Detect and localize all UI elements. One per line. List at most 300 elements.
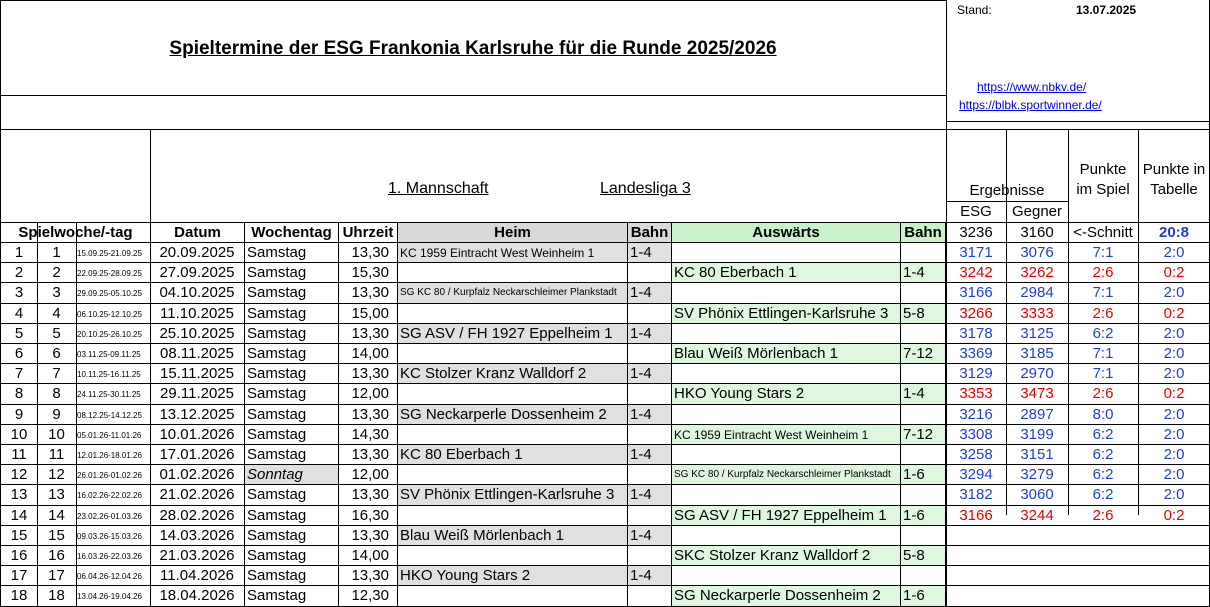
start-time: 13,30	[351, 486, 389, 503]
match-points	[1068, 586, 1138, 606]
col-bahn-auswaerts: Bahn	[901, 223, 945, 242]
start-time: 16,30	[351, 507, 389, 524]
opponent-score: 3244	[1020, 507, 1054, 524]
col-datum: Datum	[174, 224, 221, 241]
away-team: KC 1959 Eintracht West Weinheim 1	[672, 425, 900, 445]
table-points	[1138, 526, 1210, 546]
grid-line	[76, 222, 77, 607]
grid-line	[0, 262, 1210, 263]
opponent-score: 3333	[1020, 305, 1054, 322]
home-lane	[628, 384, 671, 404]
away-team	[672, 243, 900, 263]
start-time: 15,30	[351, 264, 389, 281]
weekday: Samstag	[247, 527, 307, 544]
table-points: 0:2	[1163, 385, 1185, 402]
opponent-score: 3076	[1020, 244, 1054, 261]
match-date: 04.10.2025	[159, 284, 235, 301]
weekday: Samstag	[247, 426, 307, 443]
match-points: 2:6	[1092, 507, 1114, 524]
home-lane	[628, 506, 671, 526]
match-date: 25.10.2025	[159, 325, 235, 342]
away-team: KC 80 Eberbach 1	[672, 263, 900, 283]
opponent-score: 3185	[1020, 345, 1054, 362]
weekday: Samstag	[247, 325, 307, 342]
date-range: 06.10.25-12.10.25	[77, 310, 142, 319]
table-points: 2:0	[1163, 406, 1185, 423]
home-lane: 1-4	[628, 405, 671, 425]
esg-score	[946, 586, 1006, 606]
home-team	[398, 465, 627, 485]
esg-score: 3216	[959, 406, 993, 423]
match-points	[1068, 526, 1138, 546]
match-points: 6:2	[1092, 486, 1114, 503]
grid-line	[900, 222, 901, 607]
grid-line	[1006, 130, 1007, 515]
match-date: 20.09.2025	[159, 244, 235, 261]
weekday: Samstag	[247, 507, 307, 524]
weekday: Samstag	[247, 486, 307, 503]
grid-line	[244, 222, 245, 607]
spielwoche-number: 15	[10, 527, 28, 544]
table-points: 0:2	[1163, 264, 1185, 281]
spielwoche-number: 17	[10, 567, 28, 584]
match-date: 28.02.2026	[159, 507, 235, 524]
esg-score: 3353	[959, 385, 993, 402]
col-heim: Heim	[398, 223, 627, 242]
match-date: 21.02.2026	[159, 486, 235, 503]
home-lane	[628, 465, 671, 485]
col-auswaerts: Auswärts	[672, 223, 900, 242]
opponent-score: 3199	[1020, 426, 1054, 443]
esg-score: 3129	[959, 365, 993, 382]
away-team: SG KC 80 / Kurpfalz Neckarschleimer Plankstadt	[672, 465, 900, 485]
away-team	[672, 364, 900, 384]
match-date: 15.11.2025	[160, 365, 234, 382]
away-team: SKC Stolzer Kranz Walldorf 2	[672, 546, 900, 566]
tabelle-total: 20:8	[1158, 224, 1190, 241]
punkte-tabelle-label-2: Tabelle	[1150, 181, 1198, 198]
date-range: 06.04.26-12.04.26	[77, 572, 142, 581]
match-date: 29.11.2025	[160, 385, 234, 402]
spieltag-number: 2	[52, 264, 61, 281]
spieltag-number: 15	[48, 527, 65, 544]
grid-line	[946, 201, 1068, 202]
esg-score: 3266	[959, 305, 993, 322]
home-team: Blau Weiß Mörlenbach 1	[398, 526, 627, 546]
spielwoche-number: 7	[14, 365, 24, 382]
spielwoche-number: 1	[14, 244, 24, 261]
away-lane	[901, 324, 945, 344]
match-points	[1068, 546, 1138, 566]
match-date: 01.02.2026	[159, 466, 235, 483]
table-points: 2:0	[1163, 486, 1185, 503]
esg-score: 3258	[959, 446, 993, 463]
home-lane	[628, 304, 671, 324]
date-range: 26.01.26-01.02.26	[77, 471, 142, 480]
match-points: 7:1	[1092, 345, 1114, 362]
match-points: 2:6	[1092, 264, 1114, 281]
grid-line	[0, 484, 1210, 485]
match-points: 6:2	[1092, 325, 1114, 342]
spieltag-number: 16	[48, 547, 65, 564]
table-points	[1138, 566, 1210, 586]
home-lane: 1-4	[628, 364, 671, 384]
away-lane	[901, 566, 945, 586]
table-points	[1138, 586, 1210, 606]
table-points: 2:0	[1163, 426, 1185, 443]
table-points: 2:0	[1163, 244, 1185, 261]
punkte-tabelle-label-1: Punkte in	[1142, 161, 1206, 178]
spielwoche-number: 11	[11, 446, 27, 463]
esg-score	[946, 566, 1006, 586]
home-team: SG KC 80 / Kurpfalz Neckarschleimer Plankstadt	[398, 283, 627, 303]
table-points: 0:2	[1163, 305, 1185, 322]
weekday: Samstag	[247, 264, 307, 281]
spieltag-number: 5	[52, 325, 61, 342]
grid-line	[0, 363, 1210, 364]
esg-score: 3182	[959, 486, 993, 503]
league-name: Landesliga 3	[600, 180, 691, 197]
date-range: 15.09.25-21.09.25	[77, 249, 142, 258]
date-range: 05.01.26-11.01.26	[77, 431, 142, 440]
home-lane	[628, 586, 671, 606]
date-range: 08.12.25-14.12.25	[77, 411, 142, 420]
esg-score: 3166	[959, 284, 993, 301]
start-time: 13,30	[351, 406, 389, 423]
home-lane	[628, 344, 671, 364]
opponent-score	[1006, 526, 1068, 546]
table-points: 2:0	[1163, 345, 1185, 362]
home-lane	[628, 546, 671, 566]
esg-score: 3308	[959, 426, 993, 443]
grid-line	[0, 323, 1210, 324]
away-lane	[901, 526, 945, 546]
away-lane: 5-8	[901, 546, 945, 566]
gegner-average: 3160	[1020, 224, 1054, 241]
date-range: 13.04.26-19.04.26	[77, 592, 142, 601]
opponent-score: 2984	[1020, 284, 1054, 301]
home-team: HKO Young Stars 2	[398, 566, 627, 586]
grid-line	[338, 222, 339, 607]
weekday: Samstag	[247, 305, 307, 322]
away-team: Blau Weiß Mörlenbach 1	[672, 344, 900, 364]
spielwoche-number: 10	[10, 426, 28, 443]
spielwoche-number: 13	[10, 486, 28, 503]
away-team	[672, 485, 900, 505]
grid-line	[0, 129, 1210, 130]
start-time: 12,30	[351, 587, 389, 604]
match-date: 17.01.2026	[159, 446, 235, 463]
esg-score: 3178	[959, 325, 993, 342]
away-lane	[901, 405, 945, 425]
away-team	[672, 526, 900, 546]
spielwoche-number: 16	[10, 547, 28, 564]
match-date: 14.03.2026	[159, 527, 235, 544]
match-points: 8:0	[1092, 406, 1114, 423]
away-lane: 1-6	[901, 506, 945, 526]
start-time: 14,00	[351, 547, 389, 564]
match-date: 21.03.2026	[159, 547, 235, 564]
start-time: 13,30	[351, 365, 389, 382]
weekday: Samstag	[247, 587, 307, 604]
esg-label: ESG	[960, 203, 992, 220]
table-points: 2:0	[1163, 325, 1185, 342]
away-lane: 1-4	[901, 263, 945, 283]
grid-line	[671, 222, 672, 607]
col-wochentag: Wochentag	[251, 224, 332, 241]
spieltag-number: 17	[48, 567, 65, 584]
start-time: 13,30	[351, 567, 389, 584]
weekday: Samstag	[247, 406, 307, 423]
away-lane	[901, 445, 945, 465]
gegner-label: Gegner	[1011, 203, 1063, 220]
home-lane: 1-4	[628, 485, 671, 505]
punkte-spiel-label-1: Punkte	[1079, 161, 1127, 178]
esg-score: 3294	[959, 466, 993, 483]
home-lane: 1-4	[628, 243, 671, 263]
spielwoche-number: 14	[10, 507, 28, 524]
esg-score	[946, 546, 1006, 566]
grid-line	[397, 222, 398, 607]
spieltag-number: 10	[48, 426, 65, 443]
grid-line	[0, 0, 946, 1]
home-team	[398, 384, 627, 404]
date-range: 03.11.25-09.11.25	[77, 350, 141, 359]
away-team: SV Phönix Ettlingen-Karlsruhe 3	[672, 304, 900, 324]
esg-score: 3166	[959, 507, 993, 524]
away-team	[672, 445, 900, 465]
match-date: 27.09.2025	[159, 264, 235, 281]
weekday: Sonntag	[245, 465, 338, 485]
grid-line	[150, 130, 151, 223]
away-team	[672, 283, 900, 303]
table-points: 2:0	[1163, 446, 1185, 463]
grid-line	[0, 585, 1210, 586]
start-time: 13,30	[351, 325, 389, 342]
opponent-score	[1006, 546, 1068, 566]
grid-line	[945, 222, 946, 607]
away-team: SG Neckarperle Dossenheim 2	[672, 586, 900, 606]
start-time: 12,00	[351, 466, 389, 483]
grid-line	[0, 343, 1210, 344]
away-lane: 7-12	[901, 425, 945, 445]
home-team	[398, 344, 627, 364]
away-lane: 7-12	[901, 344, 945, 364]
grid-line	[627, 222, 628, 607]
grid-line	[0, 282, 1210, 283]
esg-score	[946, 526, 1006, 546]
opponent-score: 3125	[1020, 325, 1054, 342]
spielwoche-number: 3	[14, 284, 24, 301]
start-time: 13,30	[351, 527, 389, 544]
table-points: 2:0	[1163, 466, 1185, 483]
esg-score: 3369	[959, 345, 993, 362]
away-team	[672, 405, 900, 425]
grid-line	[0, 545, 1210, 546]
grid-line	[0, 565, 1210, 566]
col-uhrzeit: Uhrzeit	[342, 224, 394, 241]
spielwoche-number: 6	[14, 345, 24, 362]
spieltag-number: 9	[52, 406, 61, 423]
home-lane: 1-4	[628, 283, 671, 303]
grid-line	[0, 303, 1210, 304]
esg-average: 3236	[959, 224, 993, 241]
spielwoche-number: 9	[14, 406, 24, 423]
spielwoche-number: 8	[14, 385, 24, 402]
start-time: 13,30	[351, 244, 389, 261]
date-range: 29.09.25-05.10.25	[77, 289, 142, 298]
home-team	[398, 263, 627, 283]
away-team: HKO Young Stars 2	[672, 384, 900, 404]
weekday: Samstag	[247, 547, 307, 564]
spieltag-number: 1	[52, 244, 61, 261]
sportwinner-link[interactable]: https://blbk.sportwinner.de/	[959, 98, 1102, 112]
away-lane	[901, 485, 945, 505]
spieltag-number: 6	[52, 345, 61, 362]
home-team: KC 1959 Eintracht West Weinheim 1	[398, 243, 627, 263]
home-lane: 1-4	[628, 445, 671, 465]
grid-line	[1068, 130, 1069, 515]
home-lane	[628, 263, 671, 283]
date-range: 24.11.25-30.11.25	[77, 390, 141, 399]
col-spielwoche: Spielwoche/-tag	[18, 224, 133, 241]
start-time: 14,00	[351, 345, 389, 362]
spieltag-number: 3	[52, 284, 61, 301]
start-time: 12,00	[351, 385, 389, 402]
opponent-score: 3151	[1020, 446, 1054, 463]
spieltag-number: 13	[48, 486, 65, 503]
table-points: 0:2	[1163, 507, 1185, 524]
ergebnisse-label: Ergebnisse	[969, 182, 1045, 199]
away-lane: 1-6	[901, 465, 945, 485]
home-lane: 1-4	[628, 566, 671, 586]
opponent-score: 2970	[1020, 365, 1054, 382]
grid-line	[0, 505, 1210, 506]
home-lane: 1-4	[628, 526, 671, 546]
grid-line	[37, 222, 38, 607]
date-range: 20.10.25-26.10.25	[77, 330, 142, 339]
weekday: Samstag	[247, 446, 307, 463]
match-points: 6:2	[1092, 446, 1114, 463]
grid-line	[0, 222, 1210, 223]
home-team	[398, 506, 627, 526]
grid-line	[0, 444, 1210, 445]
match-date: 18.04.2026	[159, 587, 235, 604]
start-time: 14,30	[351, 426, 389, 443]
spieltag-number: 18	[48, 587, 65, 604]
grid-line	[0, 95, 946, 96]
grid-line	[0, 424, 1210, 425]
spieltag-number: 12	[48, 466, 65, 483]
date-range: 10.11.25-16.11.25	[77, 370, 141, 379]
table-points	[1138, 546, 1210, 566]
grid-line	[946, 121, 1210, 122]
spielwoche-number: 12	[10, 466, 28, 483]
match-points: 2:6	[1092, 385, 1114, 402]
match-points: 6:2	[1092, 426, 1114, 443]
esg-score: 3171	[959, 244, 993, 261]
date-range: 16.03.26-22.03.26	[77, 552, 142, 561]
grid-line	[1138, 130, 1139, 515]
match-date: 10.01.2026	[159, 426, 235, 443]
home-team	[398, 425, 627, 445]
weekday: Samstag	[247, 345, 307, 362]
start-time: 13,30	[351, 284, 389, 301]
col-bahn-heim: Bahn	[628, 223, 671, 242]
opponent-score	[1006, 586, 1068, 606]
spieltag-number: 11	[48, 446, 65, 463]
away-team	[672, 324, 900, 344]
away-lane: 5-8	[901, 304, 945, 324]
start-time: 13,30	[351, 446, 389, 463]
opponent-score	[1006, 566, 1068, 586]
date-range: 16.02.26-22.02.26	[77, 491, 142, 500]
opponent-score: 3262	[1020, 264, 1054, 281]
esg-score: 3242	[959, 264, 993, 281]
spieltag-number: 7	[52, 365, 61, 382]
opponent-score: 3473	[1020, 385, 1054, 402]
match-points: 7:1	[1092, 244, 1114, 261]
away-lane	[901, 283, 945, 303]
weekday: Samstag	[247, 284, 307, 301]
home-team: SG ASV / FH 1927 Eppelheim 1	[398, 324, 627, 344]
nbkv-link[interactable]: https://www.nbkv.de/	[977, 80, 1087, 94]
weekday: Samstag	[247, 365, 307, 382]
grid-line	[0, 242, 1210, 243]
start-time: 15,00	[351, 305, 389, 322]
home-team: SV Phönix Ettlingen-Karlsruhe 3	[398, 485, 627, 505]
spieltag-number: 4	[52, 305, 61, 322]
match-points: 6:2	[1092, 466, 1114, 483]
match-points: 7:1	[1092, 365, 1114, 382]
grid-line	[0, 464, 1210, 465]
away-lane	[901, 364, 945, 384]
opponent-score: 3279	[1020, 466, 1054, 483]
stand-label: Stand:	[957, 3, 992, 17]
date-range: 09.03.26-15.03.26	[77, 532, 142, 541]
weekday: Samstag	[247, 244, 307, 261]
weekday: Samstag	[247, 567, 307, 584]
home-team: KC 80 Eberbach 1	[398, 445, 627, 465]
home-lane	[628, 425, 671, 445]
match-points: 2:6	[1092, 305, 1114, 322]
match-date: 13.12.2025	[159, 406, 235, 423]
date-range: 12.01.26-18.01.26	[77, 451, 142, 460]
punkte-spiel-label-2: im Spiel	[1076, 181, 1130, 198]
page-title: Spieltermine der ESG Frankonia Karlsruhe für die Runde 2025/2026	[169, 38, 777, 59]
grid-line	[0, 525, 1210, 526]
table-points: 2:0	[1163, 284, 1185, 301]
grid-line	[150, 222, 151, 607]
home-team: KC Stolzer Kranz Walldorf 2	[398, 364, 627, 384]
spielwoche-number: 4	[14, 305, 24, 322]
away-team: SG ASV / FH 1927 Eppelheim 1	[672, 506, 900, 526]
date-range: 23.02.26-01.03.26	[77, 512, 142, 521]
opponent-score: 2897	[1020, 406, 1054, 423]
opponent-score: 3060	[1020, 486, 1054, 503]
away-lane: 1-4	[901, 384, 945, 404]
home-team: SG Neckarperle Dossenheim 2	[398, 405, 627, 425]
home-team	[398, 586, 627, 606]
away-lane: 1-6	[901, 586, 945, 606]
spielwoche-number: 2	[14, 264, 24, 281]
weekday: Samstag	[247, 385, 307, 402]
table-points: 2:0	[1163, 365, 1185, 382]
spielwoche-number: 18	[10, 587, 28, 604]
match-points: 7:1	[1092, 284, 1114, 301]
spielwoche-number: 5	[14, 325, 24, 342]
spieltag-number: 8	[52, 385, 61, 402]
